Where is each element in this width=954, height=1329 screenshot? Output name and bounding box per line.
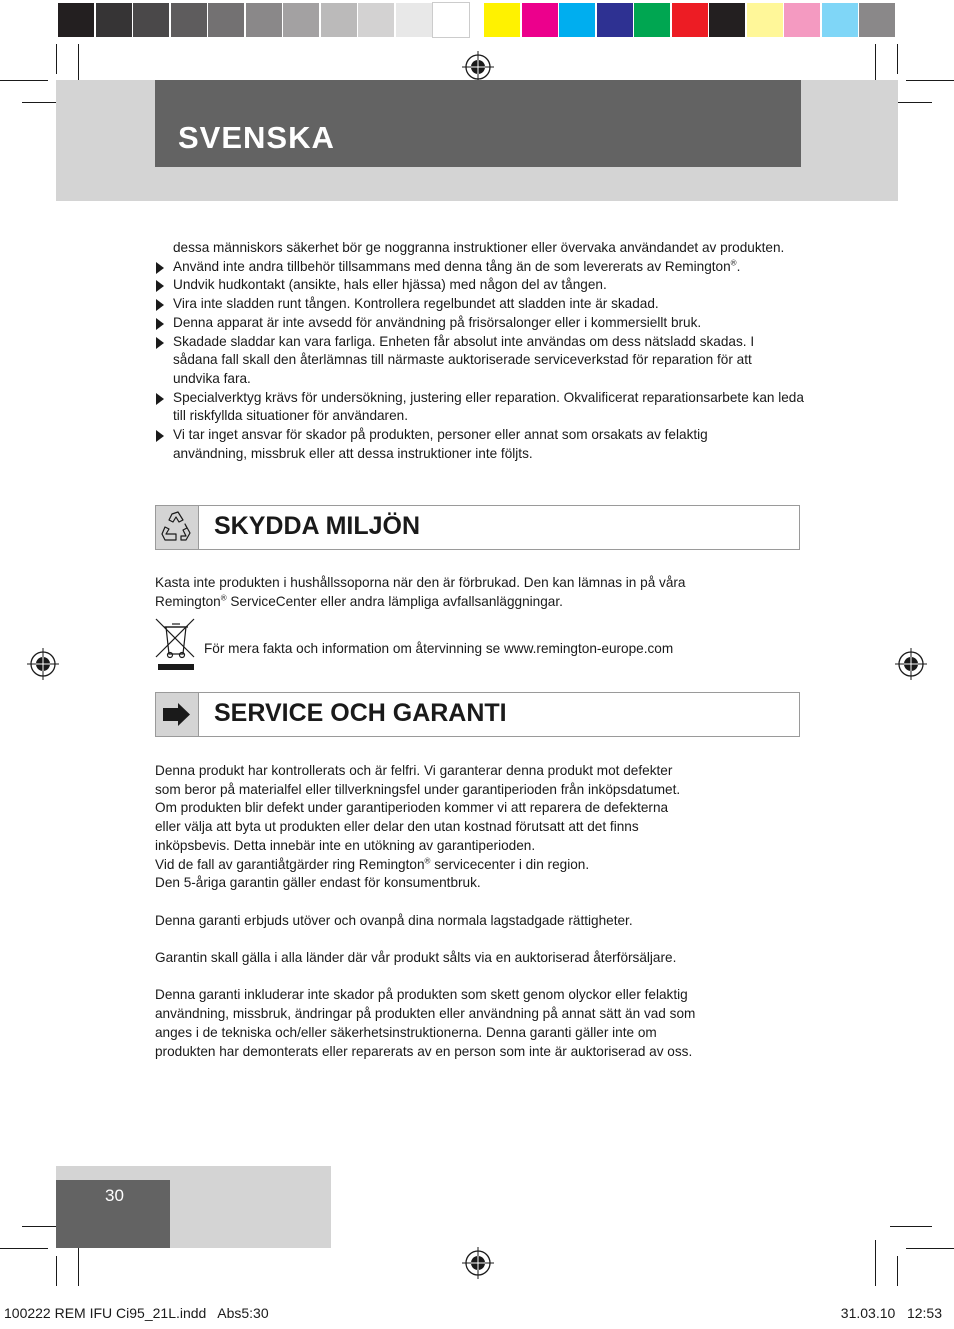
paragraph-line: inköpsbevis. Detta innebär inte en utökning av garantiperioden.: [155, 837, 536, 853]
recycle-icon: [156, 506, 198, 549]
section-title: SERVICE OCH GARANTI: [214, 699, 507, 727]
recycling-info-text: För mera fakta och information om återvinning se www.remington-europe.com: [204, 641, 674, 656]
paragraph-line: produkten har demonterats eller reparerats av en person som inte är auktoriserad av oss.: [155, 1043, 693, 1059]
list-item-text: Vira inte sladden runt tången. Kontrollera regelbundet att sladden inte är skadad.: [173, 296, 659, 312]
crop-mark: [906, 80, 954, 81]
color-swatch: [859, 3, 895, 37]
gray-swatch: [208, 3, 244, 37]
list-item: [155, 276, 805, 295]
gray-swatch: [96, 3, 132, 37]
list-item: [155, 426, 805, 463]
list-item-text: Denna apparat är inte avsedd för användning på frisörsalonger eller i kommersiellt bruk.: [173, 314, 702, 330]
section-header-environment: [155, 505, 800, 550]
bullet-triangle-icon: [156, 318, 164, 330]
crop-mark: [0, 80, 48, 81]
list-item-text: Specialverktyg krävs för undersökning, justering eller reparation. Okvalificerat reparationsarbete kan leda till riskfyllda situationer för användaren.: [173, 389, 804, 424]
crop-mark: [897, 1256, 898, 1286]
gray-swatch: [396, 3, 432, 37]
registered-mark: ®: [424, 855, 431, 865]
section-icon-box: [156, 693, 199, 736]
paragraph-text: ServiceCenter eller andra lämpliga avfallsanläggningar.: [226, 593, 563, 609]
color-swatch: [522, 3, 558, 37]
list-item: [155, 239, 805, 258]
paragraph-line: Denna garanti erbjuds utöver och ovanpå dina normala lagstadgade rättigheter.: [155, 912, 633, 928]
gray-swatch: [246, 3, 282, 37]
print-slug-file: 100222 REM IFU Ci95_21L.indd Abs5:30: [4, 1305, 269, 1321]
paragraph-line: Om produkten blir defekt under garantiperioden kommer vi att reparera de defekterna: [155, 800, 669, 816]
registered-mark: ®: [220, 593, 227, 603]
paragraph-line: [155, 856, 805, 875]
list-item: [155, 333, 805, 389]
color-swatch: [634, 3, 670, 37]
color-swatch: [709, 3, 745, 37]
paragraph-line: anges i de tekniska och/eller säkerhetsinstruktionerna. Denna garanti gäller inte om: [155, 1024, 657, 1040]
environment-paragraph: [155, 574, 795, 611]
bullet-triangle-icon: [156, 262, 164, 274]
page-title: SVENSKA: [178, 120, 335, 155]
paragraph-line: Kasta inte produkten i hushållssoporna när den är förbrukad. Den kan lämnas in på våra: [155, 575, 686, 590]
section-title: SKYDDA MILJÖN: [214, 512, 421, 540]
list-item-text: Använd inte andra tillbehör tillsammans med denna tång än de som levererats av Remington: [173, 258, 731, 274]
warranty-text: [155, 762, 805, 1061]
gray-swatch: [321, 3, 357, 37]
paragraph-line: Denna garanti inkluderar inte skador på produkten som skett genom olyckor eller felaktig: [155, 987, 688, 1003]
crop-mark: [0, 1248, 48, 1249]
gray-swatch: [433, 3, 469, 37]
section-icon-box: [156, 506, 199, 549]
crop-mark: [906, 1248, 954, 1249]
arrow-right-icon: [156, 693, 198, 736]
list-item-text: .: [736, 258, 741, 274]
color-swatch: [747, 3, 783, 37]
registration-mark-bottom: [462, 1247, 494, 1279]
bullet-triangle-icon: [156, 280, 164, 292]
list-item: [155, 295, 805, 314]
paragraph-line: som beror på materialfel eller tillverkningsfel under garantiperioden från inköpsdatumet.: [155, 781, 681, 797]
paragraph-line: Denna produkt har kontrollerats och är felfri. Vi garanterar denna produkt mot defekter: [155, 763, 673, 778]
gray-swatch: [283, 3, 319, 37]
gray-swatch: [171, 3, 207, 37]
list-item: [155, 389, 805, 426]
bullet-triangle-icon: [156, 393, 164, 405]
paragraph-line: Den 5-åriga garantin gäller endast för konsumentbruk.: [155, 875, 481, 891]
gray-swatch: [58, 3, 94, 37]
paragraph-line: användning, missbruk, ändringar på produkten eller användning på annat sätt än vad som: [155, 1006, 696, 1022]
list-item-text: dessa människors säkerhet bör ge noggranna instruktioner eller övervaka användandet av produkten.: [173, 240, 785, 255]
crop-mark: [890, 1226, 932, 1227]
list-item: [155, 258, 805, 277]
registration-mark-right: [895, 648, 927, 680]
list-item-text: Skadade sladdar kan vara farliga. Enheten får absolut inte användas om dess nätsladd skadas. I sådana fall skall den återlämnas till närmaste auktoriserade serviceverkstad för reparation för att undvika fara.: [173, 333, 755, 386]
crop-mark: [897, 44, 898, 74]
paragraph-line: [155, 593, 795, 612]
color-swatch: [484, 3, 520, 37]
registered-mark: ®: [730, 258, 737, 268]
bullet-triangle-icon: [156, 337, 164, 349]
bullet-triangle-icon: [156, 299, 164, 311]
color-swatch: [822, 3, 858, 37]
list-item: [155, 314, 805, 333]
paragraph-text: Vid de fall av garantiåtgärder ring Remington: [155, 856, 425, 872]
registration-mark-left: [27, 648, 59, 680]
crop-mark: [875, 1240, 876, 1286]
list-item-text: Vi tar inget ansvar för skador på produkten, personer eller annat som orsakats av felaktig användning, missbruk eller att dessa instruktioner inte följts.: [173, 427, 708, 461]
paragraph-text: servicecenter i din region.: [430, 856, 590, 872]
crossed-bin-icon: [154, 617, 198, 671]
color-swatch: [559, 3, 595, 37]
registration-mark-top: [462, 51, 494, 83]
color-swatch: [597, 3, 633, 37]
gray-swatch: [358, 3, 394, 37]
paragraph-line: eller välja att byta ut produkten eller delar den utan kostnad förutsatt att det finns: [155, 819, 639, 835]
safety-list: [155, 239, 805, 463]
paragraph-text: Remington: [155, 593, 221, 609]
print-slug-date: 31.03.10 12:53: [840, 1305, 942, 1321]
gray-swatch: [133, 3, 169, 37]
list-item-text: Undvik hudkontakt (ansikte, hals eller hjässa) med någon del av tången.: [173, 277, 607, 293]
color-swatch: [672, 3, 708, 37]
crop-mark: [56, 44, 57, 74]
section-header-service: [155, 692, 800, 737]
page-number: 30: [105, 1186, 124, 1205]
bullet-triangle-icon: [156, 430, 164, 442]
color-swatch: [784, 3, 820, 37]
crop-mark: [56, 1256, 57, 1286]
paragraph-line: Garantin skall gälla i alla länder där vår produkt sålts via en auktoriserad återförsäljare.: [155, 950, 677, 965]
